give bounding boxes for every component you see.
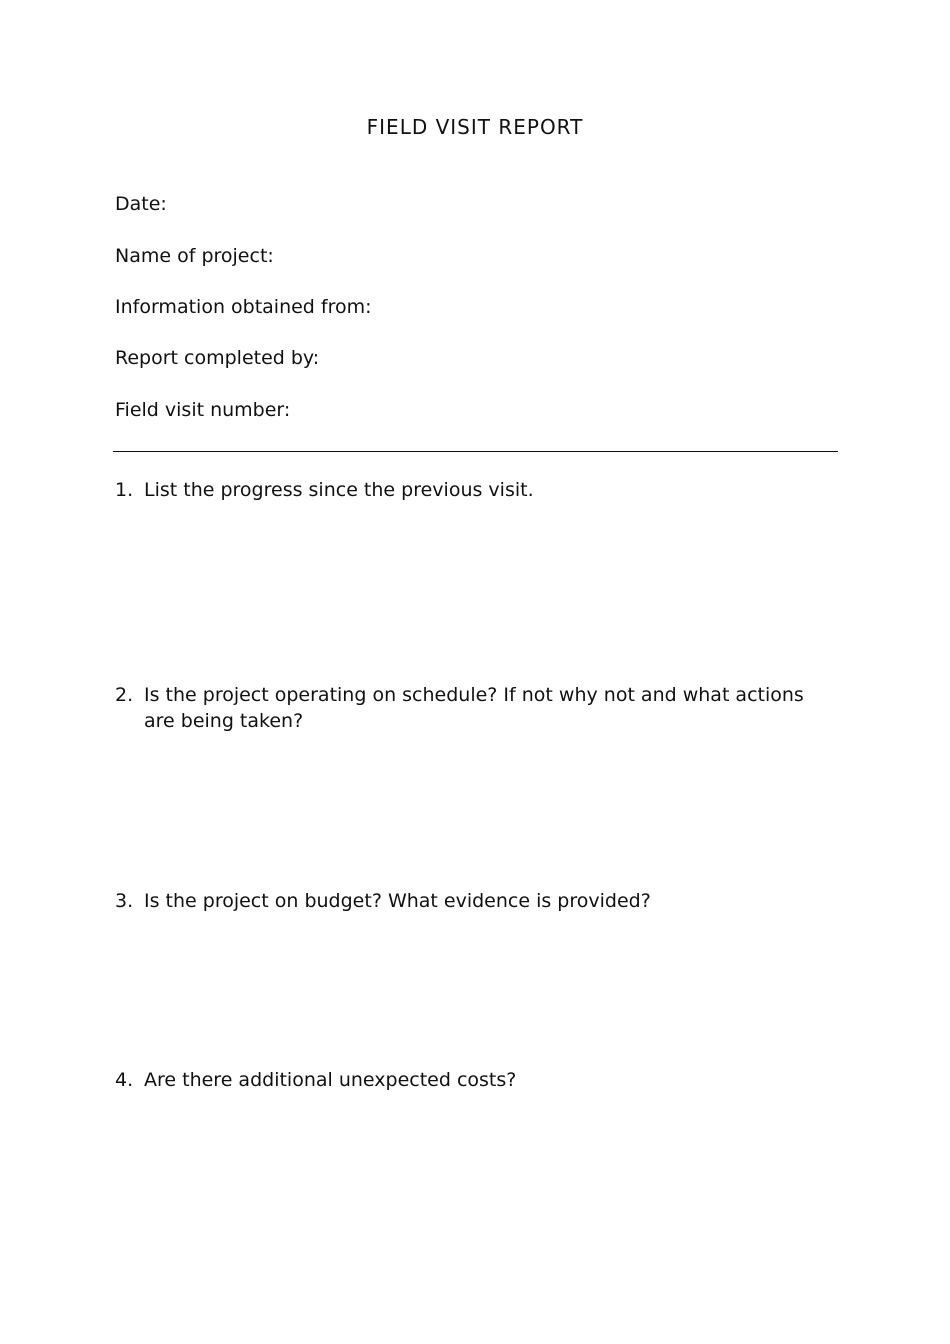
question-text: Are there additional unexpected costs? <box>144 1069 517 1091</box>
report-completed-by-label: Report completed by: <box>115 347 320 369</box>
question-text: List the progress since the previous visit. <box>144 479 534 501</box>
question-number: 1. <box>115 479 134 501</box>
project-name-label: Name of project: <box>115 245 274 267</box>
header-divider <box>113 451 838 452</box>
question-text: Is the project operating on schedule? If not why not and what actions are being taken? <box>144 684 804 732</box>
page-title: FIELD VISIT REPORT <box>366 115 584 139</box>
question-item <box>115 477 835 503</box>
question-item <box>115 1067 835 1093</box>
information-source-label: Information obtained from: <box>115 296 372 318</box>
question-number: 4. <box>115 1069 134 1091</box>
question-text: Is the project on budget? What evidence is provided? <box>144 890 651 912</box>
question-item <box>115 682 835 734</box>
question-item <box>115 888 835 914</box>
question-number: 3. <box>115 890 134 912</box>
question-number: 2. <box>115 684 134 706</box>
field-visit-number-label: Field visit number: <box>115 399 291 421</box>
date-label: Date: <box>115 193 167 215</box>
